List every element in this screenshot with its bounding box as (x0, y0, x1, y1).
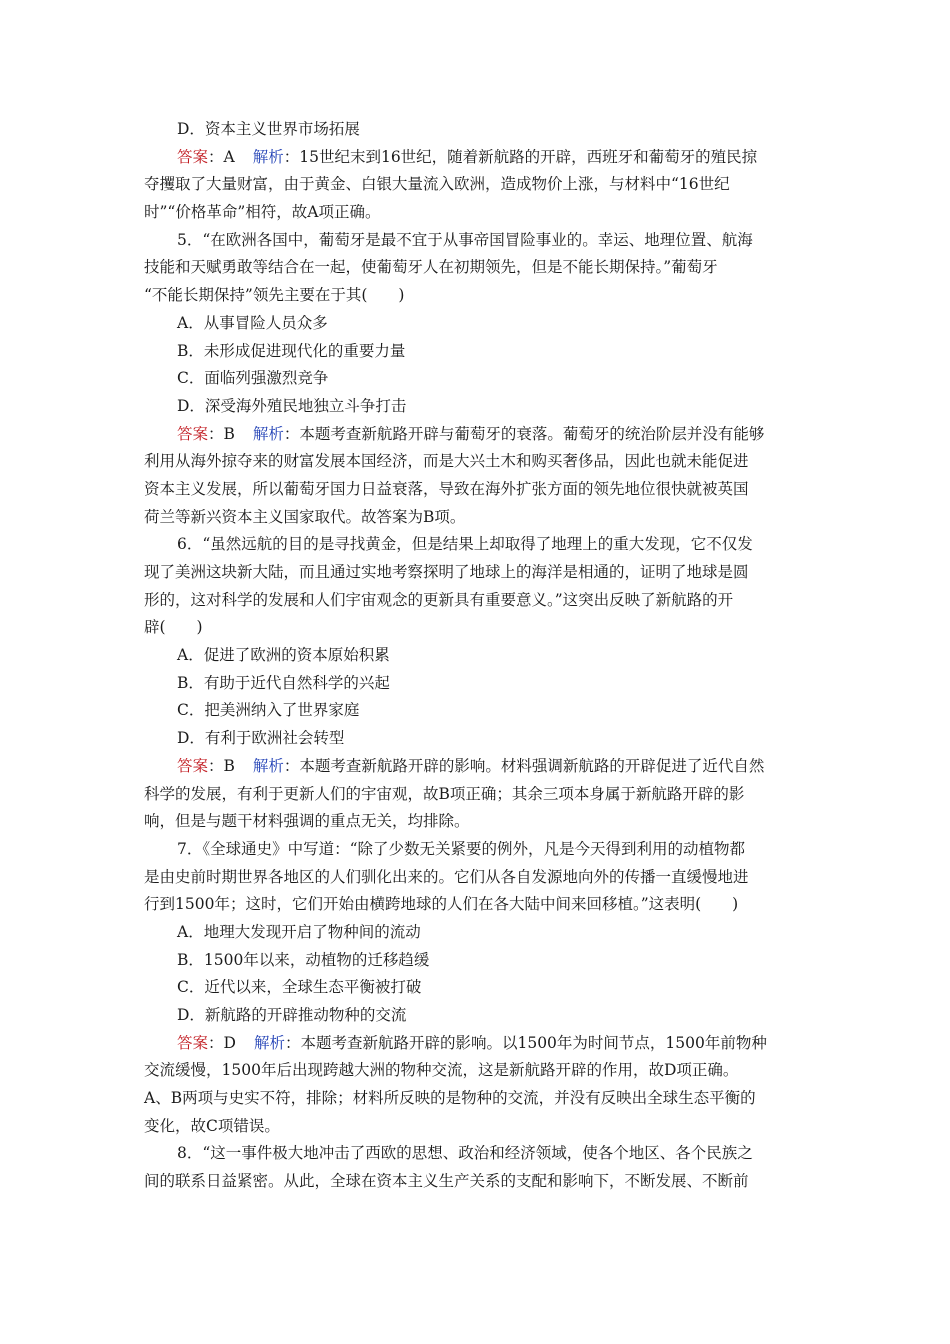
answer-option: B．有助于近代自然科学的兴起 (177, 673, 390, 692)
analysis-text-line: 变化，故C项错误。 (144, 1116, 280, 1135)
answer-option: B．未形成促进现代化的重要力量 (177, 341, 406, 360)
analysis-text-line: A、B两项与史实不符，排除；材料所反映的是物种的交流，并没有反映出全球生态平衡的 (144, 1089, 756, 1108)
answer-value: ：B (208, 756, 235, 775)
question-stem: 5．“在欧洲各国中，葡萄牙是最不宜于从事帝国冒险事业的。幸运、地理位置、航海 (177, 230, 753, 249)
answer-label: 答案 (177, 147, 209, 166)
answer-option: D．资本主义世界市场拓展 (177, 120, 360, 138)
answer-option: A．从事冒险人员众多 (177, 313, 328, 332)
question-stem-line: 现了美洲这块新大陆，而且通过实地考察探明了地球上的海洋是相通的，证明了地球是圆 (144, 563, 749, 581)
answer-label: 答案 (177, 424, 209, 443)
answer-explanation (144, 421, 809, 449)
analysis-text-line: 荷兰等新兴资本主义国家取代。故答案为B项。 (144, 507, 466, 526)
question-stem-line: “不能长期保持”领先主要在于其( ) (144, 286, 405, 305)
analysis-label: 解析 (252, 756, 284, 775)
answer-value: ：D (208, 1033, 236, 1052)
question-stem: 8．“这一事件极大地冲击了西欧的思想、政治和经济领域，使各个地区、各个民族之 (177, 1144, 753, 1163)
answer-label: 答案 (177, 1033, 209, 1052)
analysis-text: ：15世纪末到16世纪，随着新航路的开辟，西班牙和葡萄牙的殖民掠 (283, 147, 758, 166)
answer-option: C．把美洲纳入了世界家庭 (177, 701, 360, 720)
answer-option: C．面临列强激烈竞争 (177, 369, 329, 388)
answer-value: ：B (208, 424, 235, 443)
analysis-text: ：本题考查新航路开辟的影响。以1500年为时间节点，1500年前物种 (284, 1033, 767, 1052)
answer-option: C．近代以来，全球生态平衡被打破 (177, 978, 422, 997)
analysis-text: ：本题考查新航路开辟的影响。材料强调新航路的开辟促进了近代自然 (283, 756, 765, 775)
answer-explanation (144, 1030, 809, 1058)
answer-option: D．有利于欧洲社会转型 (177, 729, 345, 748)
analysis-text-line: 交流缓慢，1500年后出现跨越大洲的物种交流，这是新航路开辟的作用，故D项正确。 (144, 1061, 739, 1080)
question-stem-line: 行到1500年；这时，它们开始由横跨地球的人们在各大陆中间来回移植。”这表明( ) (144, 895, 739, 914)
analysis-text-line: 资本主义发展，所以葡萄牙国力日益衰落，导致在海外扩张方面的领先地位很快就被英国 (144, 479, 749, 498)
analysis-text-line: 夺攫取了大量财富，由于黄金、白银大量流入欧洲，造成物价上涨，与材料中“16世纪 (144, 175, 730, 194)
question-stem-line: 技能和天赋勇敢等结合在一起，使葡萄牙人在初期领先，但是不能长期保持。”葡萄牙 (144, 258, 718, 277)
answer-explanation (144, 753, 809, 781)
question-stem: 7．《全球通史》中写道：“除了少数无关紧要的例外，凡是今天得到利用的动植物都 (177, 839, 746, 858)
answer-option: B．1500年以来，动植物的迁移趋缓 (177, 950, 430, 969)
analysis-text-line: 响，但是与题干材料强调的重点无关，均排除。 (144, 812, 470, 831)
answer-option: D．深受海外殖民地独立斗争打击 (177, 396, 407, 415)
analysis-label: 解析 (252, 424, 284, 443)
answer-option: A．促进了欧洲的资本原始积累 (177, 646, 390, 665)
question-stem: 6．“虽然远航的目的是寻找黄金，但是结果上却取得了地理上的重大发现，它不仅发 (177, 535, 753, 554)
analysis-text-line: 时”“价格革命”相符，故A项正确。 (144, 203, 381, 222)
document-body (144, 116, 809, 1196)
analysis-text-line: 科学的发展，有利于更新人们的宇宙观，故B项正确；其余三项本身属于新航路开辟的影 (144, 784, 745, 803)
question-stem-line: 间的联系日益紧密。从此，全球在资本主义生产关系的支配和影响下，不断发展、不断前 (144, 1172, 749, 1191)
analysis-text-line: 利用从海外掠夺来的财富发展本国经济，而是大兴土木和购买奢侈品，因此也就未能促进 (144, 452, 749, 471)
answer-value: ：A (208, 147, 235, 166)
question-stem-line: 形的，这对科学的发展和人们宇宙观念的更新具有重要意义。”这突出反映了新航路的开 (144, 590, 734, 609)
answer-option: A．地理大发现开启了物种间的流动 (177, 922, 421, 941)
answer-option: D．新航路的开辟推动物种的交流 (177, 1006, 407, 1024)
analysis-label: 解析 (252, 147, 284, 166)
question-stem-line: 是由史前时期世界各地区的人们驯化出来的。它们从各自发源地向外的传播一直缓慢地进 (144, 867, 749, 886)
analysis-label: 解析 (253, 1033, 285, 1052)
answer-label: 答案 (177, 756, 209, 775)
question-stem-line: 辟( ) (144, 618, 203, 637)
answer-explanation (144, 144, 809, 172)
analysis-text: ：本题考查新航路开辟与葡萄牙的衰落。葡萄牙的统治阶层并没有能够 (283, 424, 765, 443)
